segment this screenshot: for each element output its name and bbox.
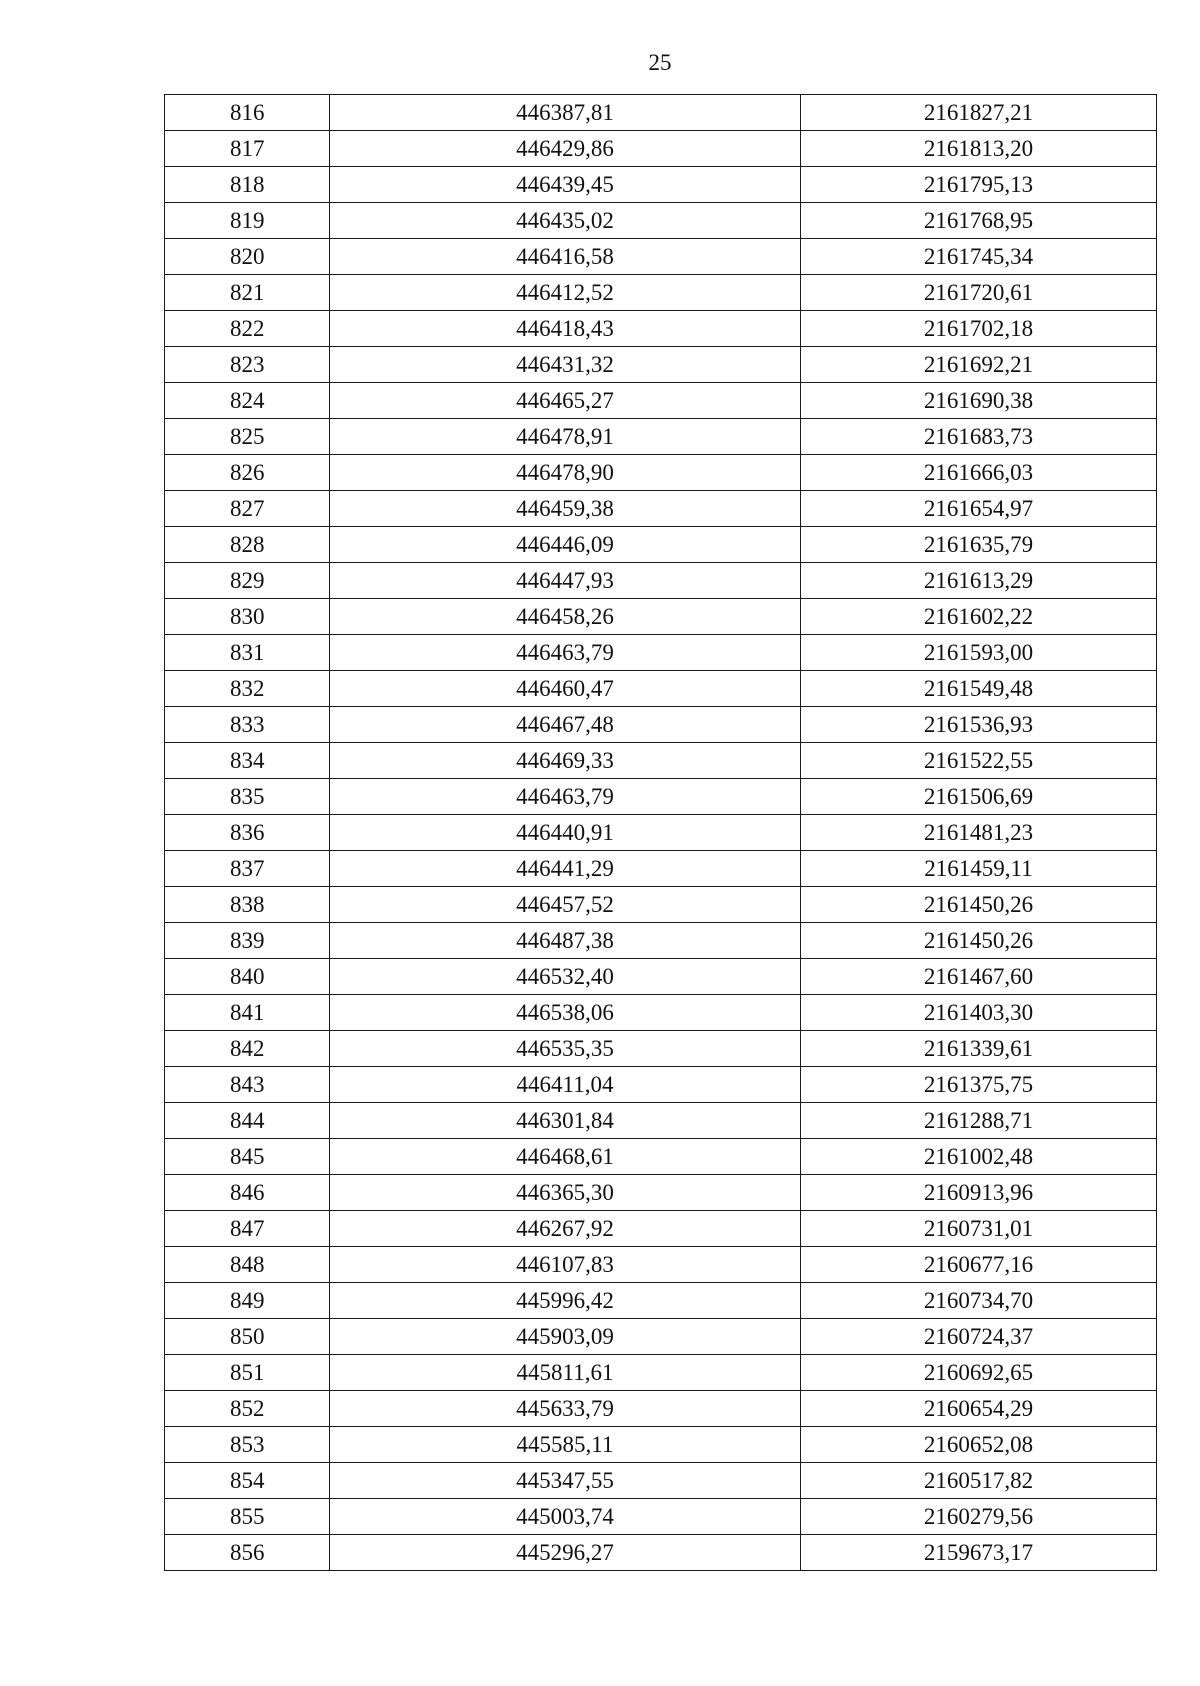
table-row <box>165 167 1157 203</box>
point-number-cell: 816 <box>165 95 330 131</box>
y-coordinate-cell: 2160731,01 <box>801 1211 1157 1247</box>
point-number-cell: 847 <box>165 1211 330 1247</box>
point-number-cell: 850 <box>165 1319 330 1355</box>
x-coordinate-cell: 446535,35 <box>330 1031 801 1067</box>
table-row <box>165 779 1157 815</box>
point-number-cell: 835 <box>165 779 330 815</box>
x-coordinate-cell: 445585,11 <box>330 1427 801 1463</box>
point-number-cell: 826 <box>165 455 330 491</box>
point-number-cell: 836 <box>165 815 330 851</box>
point-number-cell: 829 <box>165 563 330 599</box>
table-row <box>165 563 1157 599</box>
point-number-cell: 842 <box>165 1031 330 1067</box>
y-coordinate-cell: 2161002,48 <box>801 1139 1157 1175</box>
point-number-cell: 817 <box>165 131 330 167</box>
y-coordinate-cell: 2161666,03 <box>801 455 1157 491</box>
x-coordinate-cell: 446469,33 <box>330 743 801 779</box>
x-coordinate-cell: 446458,26 <box>330 599 801 635</box>
table-row <box>165 959 1157 995</box>
y-coordinate-cell: 2160652,08 <box>801 1427 1157 1463</box>
y-coordinate-cell: 2161745,34 <box>801 239 1157 275</box>
x-coordinate-cell: 446412,52 <box>330 275 801 311</box>
x-coordinate-cell: 446441,29 <box>330 851 801 887</box>
y-coordinate-cell: 2161613,29 <box>801 563 1157 599</box>
y-coordinate-cell: 2161450,26 <box>801 923 1157 959</box>
point-number-cell: 818 <box>165 167 330 203</box>
point-number-cell: 838 <box>165 887 330 923</box>
point-number-cell: 843 <box>165 1067 330 1103</box>
y-coordinate-cell: 2161702,18 <box>801 311 1157 347</box>
x-coordinate-cell: 446435,02 <box>330 203 801 239</box>
table-row <box>165 995 1157 1031</box>
point-number-cell: 855 <box>165 1499 330 1535</box>
y-coordinate-cell: 2161549,48 <box>801 671 1157 707</box>
point-number-cell: 851 <box>165 1355 330 1391</box>
table-row <box>165 491 1157 527</box>
x-coordinate-cell: 446538,06 <box>330 995 801 1031</box>
y-coordinate-cell: 2159673,17 <box>801 1535 1157 1571</box>
table-row <box>165 743 1157 779</box>
x-coordinate-cell: 446387,81 <box>330 95 801 131</box>
y-coordinate-cell: 2161795,13 <box>801 167 1157 203</box>
table-row <box>165 1391 1157 1427</box>
y-coordinate-cell: 2161827,21 <box>801 95 1157 131</box>
table-row <box>165 455 1157 491</box>
x-coordinate-cell: 446301,84 <box>330 1103 801 1139</box>
y-coordinate-cell: 2161339,61 <box>801 1031 1157 1067</box>
x-coordinate-cell: 446532,40 <box>330 959 801 995</box>
table-row <box>165 1175 1157 1211</box>
x-coordinate-cell: 446468,61 <box>330 1139 801 1175</box>
point-number-cell: 819 <box>165 203 330 239</box>
table-row <box>165 1355 1157 1391</box>
y-coordinate-cell: 2160677,16 <box>801 1247 1157 1283</box>
table-row <box>165 599 1157 635</box>
point-number-cell: 840 <box>165 959 330 995</box>
x-coordinate-cell: 446487,38 <box>330 923 801 959</box>
y-coordinate-cell: 2160279,56 <box>801 1499 1157 1535</box>
y-coordinate-cell: 2161522,55 <box>801 743 1157 779</box>
point-number-cell: 824 <box>165 383 330 419</box>
point-number-cell: 852 <box>165 1391 330 1427</box>
point-number-cell: 821 <box>165 275 330 311</box>
table-row <box>165 1247 1157 1283</box>
table-row <box>165 1103 1157 1139</box>
table-row <box>165 203 1157 239</box>
x-coordinate-cell: 445296,27 <box>330 1535 801 1571</box>
point-number-cell: 825 <box>165 419 330 455</box>
table-row <box>165 923 1157 959</box>
coordinates-table-body <box>165 95 1157 1571</box>
y-coordinate-cell: 2161768,95 <box>801 203 1157 239</box>
point-number-cell: 854 <box>165 1463 330 1499</box>
x-coordinate-cell: 446459,38 <box>330 491 801 527</box>
table-row <box>165 239 1157 275</box>
y-coordinate-cell: 2161481,23 <box>801 815 1157 851</box>
point-number-cell: 831 <box>165 635 330 671</box>
table-row <box>165 1211 1157 1247</box>
y-coordinate-cell: 2161288,71 <box>801 1103 1157 1139</box>
point-number-cell: 849 <box>165 1283 330 1319</box>
y-coordinate-cell: 2161683,73 <box>801 419 1157 455</box>
table-row <box>165 1139 1157 1175</box>
x-coordinate-cell: 446460,47 <box>330 671 801 707</box>
point-number-cell: 848 <box>165 1247 330 1283</box>
table-row <box>165 1499 1157 1535</box>
table-row <box>165 1319 1157 1355</box>
y-coordinate-cell: 2161593,00 <box>801 635 1157 671</box>
y-coordinate-cell: 2161375,75 <box>801 1067 1157 1103</box>
point-number-cell: 830 <box>165 599 330 635</box>
x-coordinate-cell: 445996,42 <box>330 1283 801 1319</box>
table-row <box>165 383 1157 419</box>
y-coordinate-cell: 2160724,37 <box>801 1319 1157 1355</box>
point-number-cell: 822 <box>165 311 330 347</box>
y-coordinate-cell: 2161720,61 <box>801 275 1157 311</box>
table-row <box>165 815 1157 851</box>
x-coordinate-cell: 446457,52 <box>330 887 801 923</box>
coordinates-table <box>164 94 1157 1571</box>
table-row <box>165 95 1157 131</box>
y-coordinate-cell: 2160734,70 <box>801 1283 1157 1319</box>
x-coordinate-cell: 445811,61 <box>330 1355 801 1391</box>
y-coordinate-cell: 2160913,96 <box>801 1175 1157 1211</box>
y-coordinate-cell: 2161690,38 <box>801 383 1157 419</box>
table-row <box>165 311 1157 347</box>
y-coordinate-cell: 2160692,65 <box>801 1355 1157 1391</box>
y-coordinate-cell: 2161536,93 <box>801 707 1157 743</box>
y-coordinate-cell: 2161403,30 <box>801 995 1157 1031</box>
point-number-cell: 839 <box>165 923 330 959</box>
x-coordinate-cell: 446463,79 <box>330 779 801 815</box>
y-coordinate-cell: 2160654,29 <box>801 1391 1157 1427</box>
table-row <box>165 851 1157 887</box>
point-number-cell: 827 <box>165 491 330 527</box>
table-row <box>165 1535 1157 1571</box>
x-coordinate-cell: 445003,74 <box>330 1499 801 1535</box>
x-coordinate-cell: 446446,09 <box>330 527 801 563</box>
point-number-cell: 837 <box>165 851 330 887</box>
table-row <box>165 347 1157 383</box>
table-row <box>165 1283 1157 1319</box>
x-coordinate-cell: 446440,91 <box>330 815 801 851</box>
point-number-cell: 856 <box>165 1535 330 1571</box>
y-coordinate-cell: 2161450,26 <box>801 887 1157 923</box>
point-number-cell: 853 <box>165 1427 330 1463</box>
point-number-cell: 828 <box>165 527 330 563</box>
x-coordinate-cell: 446439,45 <box>330 167 801 203</box>
table-row <box>165 887 1157 923</box>
point-number-cell: 841 <box>165 995 330 1031</box>
y-coordinate-cell: 2161654,97 <box>801 491 1157 527</box>
x-coordinate-cell: 445347,55 <box>330 1463 801 1499</box>
x-coordinate-cell: 446416,58 <box>330 239 801 275</box>
x-coordinate-cell: 446463,79 <box>330 635 801 671</box>
point-number-cell: 832 <box>165 671 330 707</box>
point-number-cell: 845 <box>165 1139 330 1175</box>
point-number-cell: 823 <box>165 347 330 383</box>
x-coordinate-cell: 446431,32 <box>330 347 801 383</box>
x-coordinate-cell: 446465,27 <box>330 383 801 419</box>
x-coordinate-cell: 445633,79 <box>330 1391 801 1427</box>
x-coordinate-cell: 446429,86 <box>330 131 801 167</box>
table-row <box>165 671 1157 707</box>
y-coordinate-cell: 2161506,69 <box>801 779 1157 815</box>
x-coordinate-cell: 446467,48 <box>330 707 801 743</box>
table-row <box>165 419 1157 455</box>
point-number-cell: 844 <box>165 1103 330 1139</box>
x-coordinate-cell: 446478,90 <box>330 455 801 491</box>
page-number: 25 <box>648 50 672 75</box>
table-row <box>165 1427 1157 1463</box>
point-number-cell: 833 <box>165 707 330 743</box>
table-row <box>165 1031 1157 1067</box>
y-coordinate-cell: 2161467,60 <box>801 959 1157 995</box>
table-row <box>165 635 1157 671</box>
table-row <box>165 527 1157 563</box>
x-coordinate-cell: 446418,43 <box>330 311 801 347</box>
table-row <box>165 707 1157 743</box>
table-row <box>165 1463 1157 1499</box>
point-number-cell: 846 <box>165 1175 330 1211</box>
y-coordinate-cell: 2161635,79 <box>801 527 1157 563</box>
y-coordinate-cell: 2161602,22 <box>801 599 1157 635</box>
table-row <box>165 275 1157 311</box>
table-row <box>165 131 1157 167</box>
y-coordinate-cell: 2161813,20 <box>801 131 1157 167</box>
x-coordinate-cell: 445903,09 <box>330 1319 801 1355</box>
x-coordinate-cell: 446267,92 <box>330 1211 801 1247</box>
table-row <box>165 1067 1157 1103</box>
x-coordinate-cell: 446107,83 <box>330 1247 801 1283</box>
y-coordinate-cell: 2161459,11 <box>801 851 1157 887</box>
y-coordinate-cell: 2161692,21 <box>801 347 1157 383</box>
point-number-cell: 834 <box>165 743 330 779</box>
y-coordinate-cell: 2160517,82 <box>801 1463 1157 1499</box>
x-coordinate-cell: 446478,91 <box>330 419 801 455</box>
point-number-cell: 820 <box>165 239 330 275</box>
x-coordinate-cell: 446411,04 <box>330 1067 801 1103</box>
x-coordinate-cell: 446365,30 <box>330 1175 801 1211</box>
x-coordinate-cell: 446447,93 <box>330 563 801 599</box>
